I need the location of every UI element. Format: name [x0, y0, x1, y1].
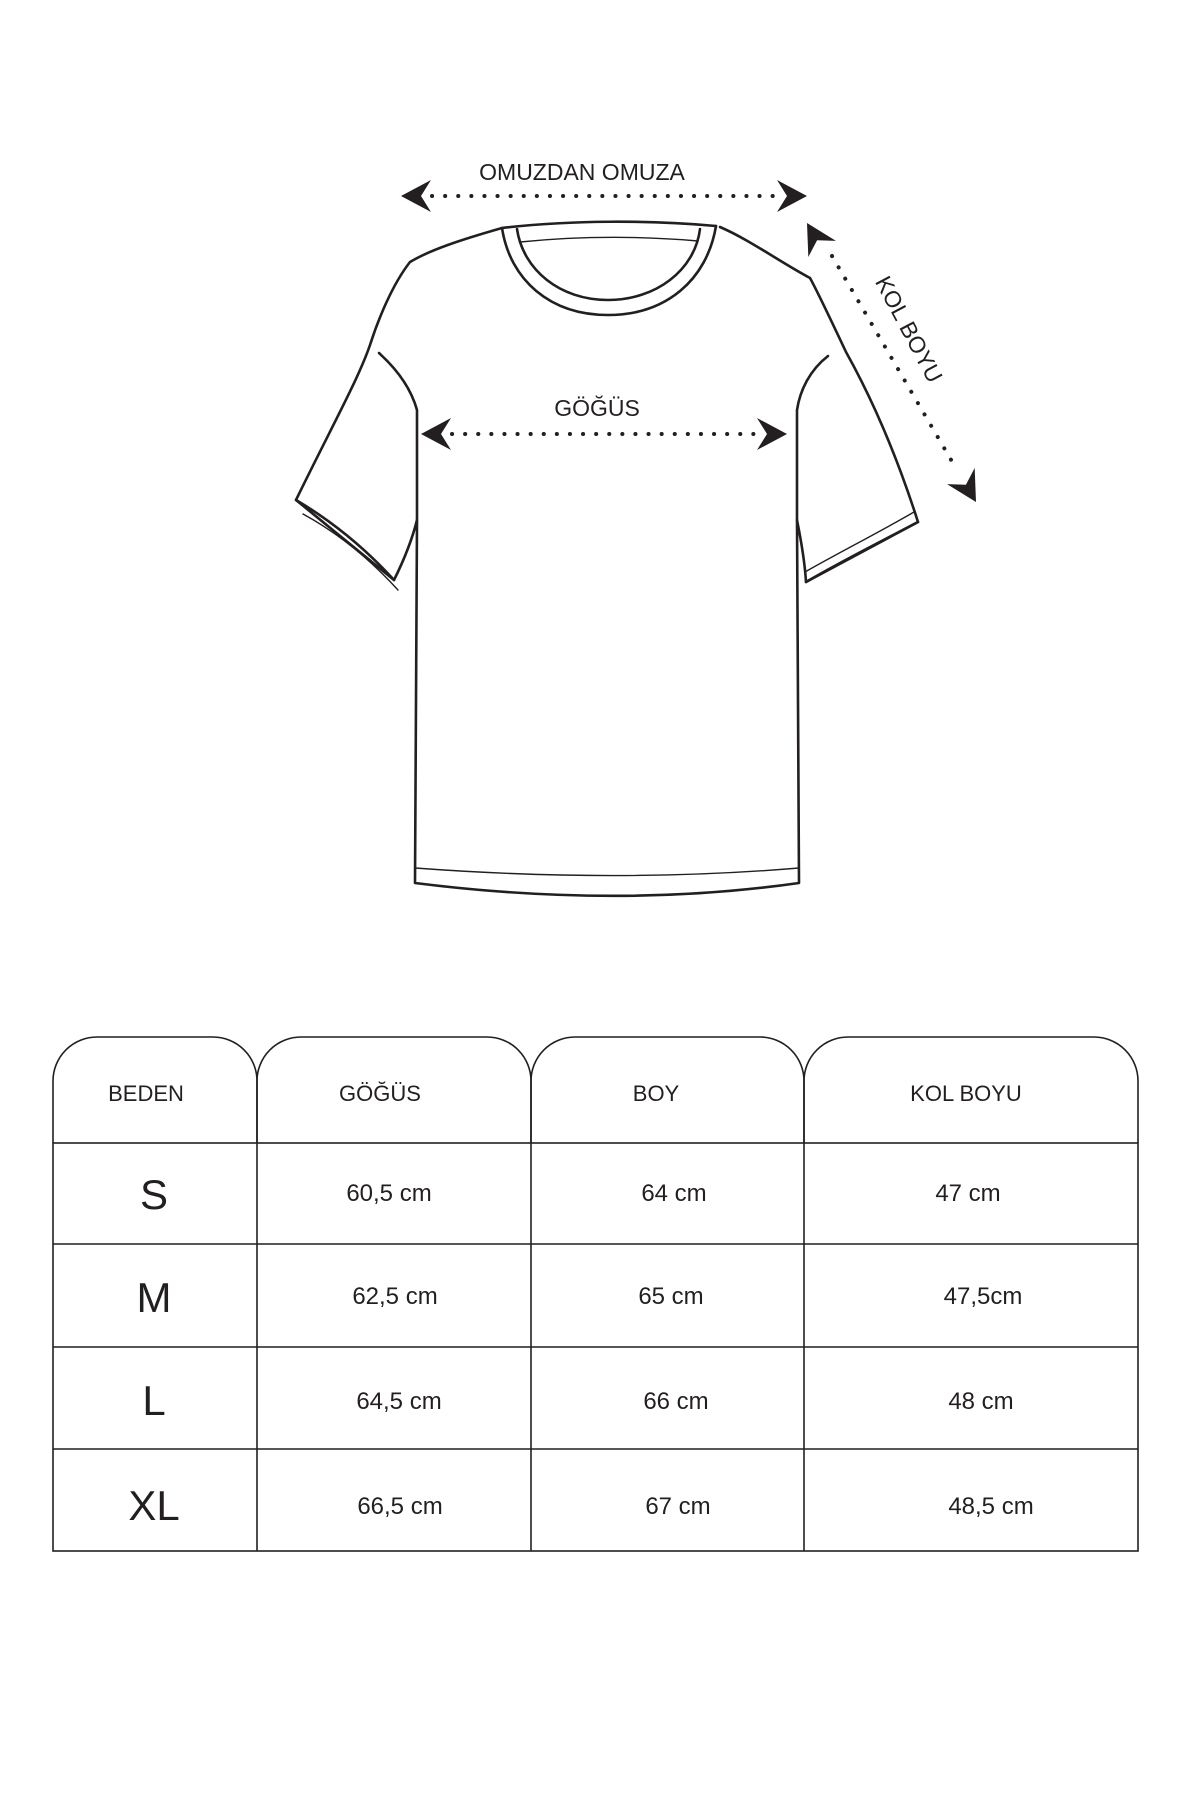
sleeve-cell: 48 cm — [948, 1388, 1014, 1415]
length-cell: 66 cm — [643, 1388, 709, 1415]
left-sleeve-cuff-stitch — [303, 514, 398, 590]
chest-cell: 64,5 cm — [356, 1388, 442, 1415]
shoulder-arrowhead-right — [777, 180, 807, 212]
table-row — [137, 1274, 1023, 1321]
shoulder-arrowhead-left — [401, 180, 431, 212]
sleeve-label: KOL BOYU — [870, 271, 948, 387]
size-cell: S — [139, 1171, 169, 1218]
table-row — [142, 1377, 1013, 1424]
sleeve-cell: 47 cm — [935, 1180, 1001, 1207]
left-armhole-seam — [379, 353, 417, 520]
tshirt-outline — [296, 222, 918, 896]
sleeve-arrow — [793, 215, 990, 510]
sleeve-cell: 47,5cm — [943, 1283, 1023, 1310]
chest-label: GÖĞÜS — [554, 395, 640, 421]
right-sleeve-cuff-stitch — [805, 512, 914, 572]
length-cell: 67 cm — [645, 1493, 711, 1520]
sleeve-arrowhead-top — [793, 215, 836, 257]
table-row — [128, 1482, 1033, 1529]
header-kol-boyu: KOL BOYU — [910, 1081, 1022, 1106]
header-gogus: GÖĞÜS — [339, 1081, 421, 1106]
header-beden: BEDEN — [108, 1081, 184, 1106]
size-cell: XL — [128, 1482, 180, 1529]
chest-cell: 66,5 cm — [357, 1493, 443, 1520]
collar-back-stitch — [520, 237, 698, 242]
size-cell: L — [142, 1377, 166, 1424]
shoulder-label: OMUZDAN OMUZA — [479, 159, 685, 185]
chest-cell: 62,5 cm — [352, 1283, 438, 1310]
collar-back — [502, 222, 716, 228]
length-cell: 64 cm — [641, 1180, 707, 1207]
chest-arrow — [421, 418, 787, 450]
chest-arrowhead-right — [757, 418, 787, 450]
right-armhole-seam — [797, 356, 828, 520]
chest-arrowhead-left — [421, 418, 451, 450]
table-row — [140, 1171, 1001, 1218]
length-cell: 65 cm — [638, 1283, 704, 1310]
table-header-row — [108, 1081, 1022, 1106]
sleeve-arrowhead-bottom — [947, 468, 990, 510]
sleeve-cell: 48,5 cm — [948, 1493, 1034, 1520]
size-cell: M — [136, 1274, 172, 1321]
hem-stitch — [415, 868, 799, 876]
header-boy: BOY — [632, 1081, 680, 1106]
measurement-arrows — [401, 180, 990, 510]
right-sleeve-cuff — [806, 522, 918, 582]
chest-cell: 60,5 cm — [346, 1180, 432, 1207]
